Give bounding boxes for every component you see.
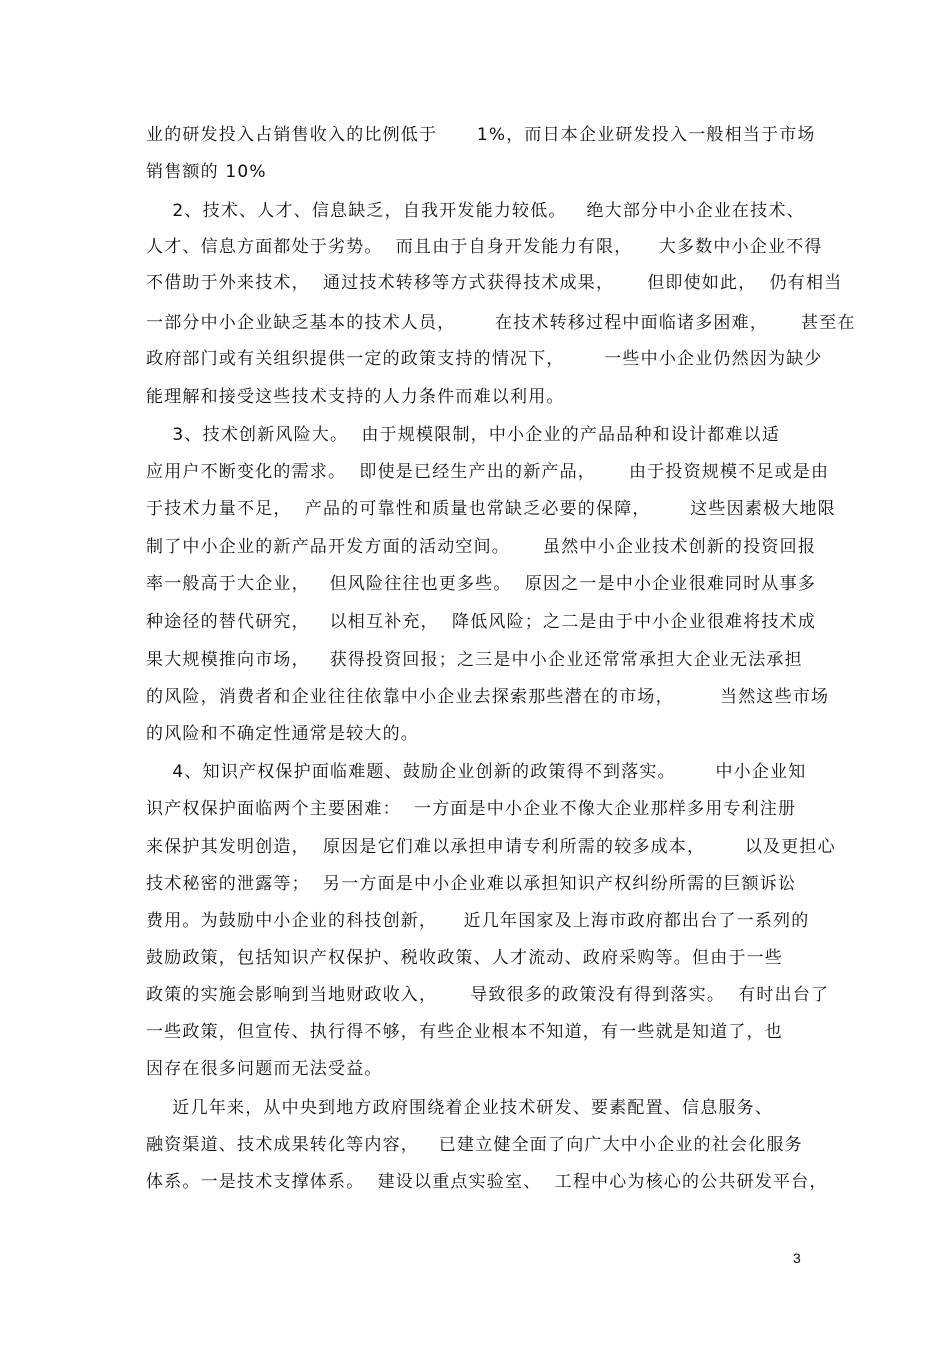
text-line: 因存在很多问题而无法受益。 — [146, 1059, 383, 1079]
text-line: 果大规模推向市场， 获得投资回报；之三是中小企业还常常承担大企业无法承担 — [146, 650, 803, 670]
text-line: 于技术力量不足， 产品的可靠性和质量也常缺乏必要的保障， 这些因素极大地限 — [146, 499, 836, 519]
text-line: 近几年来，从中央到地方政府围绕着企业技术研发、要素配置、信息服务、 — [146, 1098, 774, 1118]
text-line: 率一般高于大企业， 但风险往往也更多些。 原因之一是中小企业很难同时从事多 — [146, 574, 817, 594]
text-line: 种途径的替代研究， 以相互补充， 降低风险；之二是由于中小企业很难将技术成 — [146, 612, 817, 632]
text-line: 体系。一是技术支撑体系。 建设以重点实验室、 工程中心为核心的公共研发平台， — [146, 1172, 828, 1192]
text-line: 销售额的 10% — [146, 162, 267, 182]
text-line: 能理解和接受这些技术支持的人力条件而难以利用。 — [146, 387, 565, 407]
text-line: 技术秘密的泄露等； 另一方面是中小企业难以承担知识产权纠纷所需的巨额诉讼 — [146, 874, 797, 894]
text-line: 一部分中小企业缺乏基本的技术人员， 在技术转移过程中面临诸多困难， 甚至在 — [146, 313, 856, 333]
text-line: 3、技术创新风险大。 由于规模限制，中小企业的产品品种和设计都难以适 — [146, 425, 781, 445]
text-line: 鼓励政策，包括知识产权保护、税收政策、人才流动、政府采购等。但由于一些 — [146, 948, 783, 968]
page-number: 3 — [793, 1250, 801, 1266]
text-line: 融资渠道、技术成果转化等内容， 已建立健全面了向广大中小企业的社会化服务 — [146, 1135, 803, 1155]
text-line: 政策的实施会影响到当地财政收入， 导致很多的政策没有得到落实。 有时出台了 — [146, 985, 830, 1005]
text-line: 一些政策，但宣传、执行得不够，有些企业根本不知道，有一些就是知道了，也 — [146, 1022, 783, 1042]
text-line: 来保护其发明创造， 原因是它们难以承担申请专利所需的较多成本， 以及更担心 — [146, 837, 836, 857]
text-line: 政府部门或有关组织提供一定的政策支持的情况下， 一些中小企业仍然因为缺少 — [146, 349, 823, 369]
text-line: 的风险和不确定性通常是较大的。 — [146, 724, 419, 744]
text-line: 应用户不断变化的需求。 即使是已经生产出的新产品， 由于投资规模不足或是由 — [146, 462, 830, 482]
text-line: 4、知识产权保护面临难题、鼓励企业创新的政策得不到落实。 中小企业知 — [146, 762, 807, 782]
text-line: 2、技术、人才、信息缺乏，自我开发能力较低。 绝大部分中小企业在技术、 — [146, 201, 805, 221]
text-line: 的风险，消费者和企业往往依靠中小企业去探索那些潜在的市场， 当然这些市场 — [146, 687, 830, 707]
text-line: 识产权保护面临两个主要困难： 一方面是中小企业不像大企业那样多用专利注册 — [146, 799, 797, 819]
text-line: 费用。为鼓励中小企业的科技创新， 近几年国家及上海市政府都出台了一系列的 — [146, 911, 810, 931]
text-line: 制了中小企业的新产品开发方面的活动空间。 虽然中小企业技术创新的投资回报 — [146, 537, 817, 557]
text-line: 业的研发投入占销售收入的比例低于 1%，而日本企业研发投入一般相当于市场 — [146, 125, 816, 145]
text-line: 人才、信息方面都处于劣势。 而且由于自身开发能力有限， 大多数中小企业不得 — [146, 237, 823, 257]
text-line: 不借助于外来技术， 通过技术转移等方式获得技术成果， 但即使如此， 仍有相当 — [146, 273, 843, 293]
